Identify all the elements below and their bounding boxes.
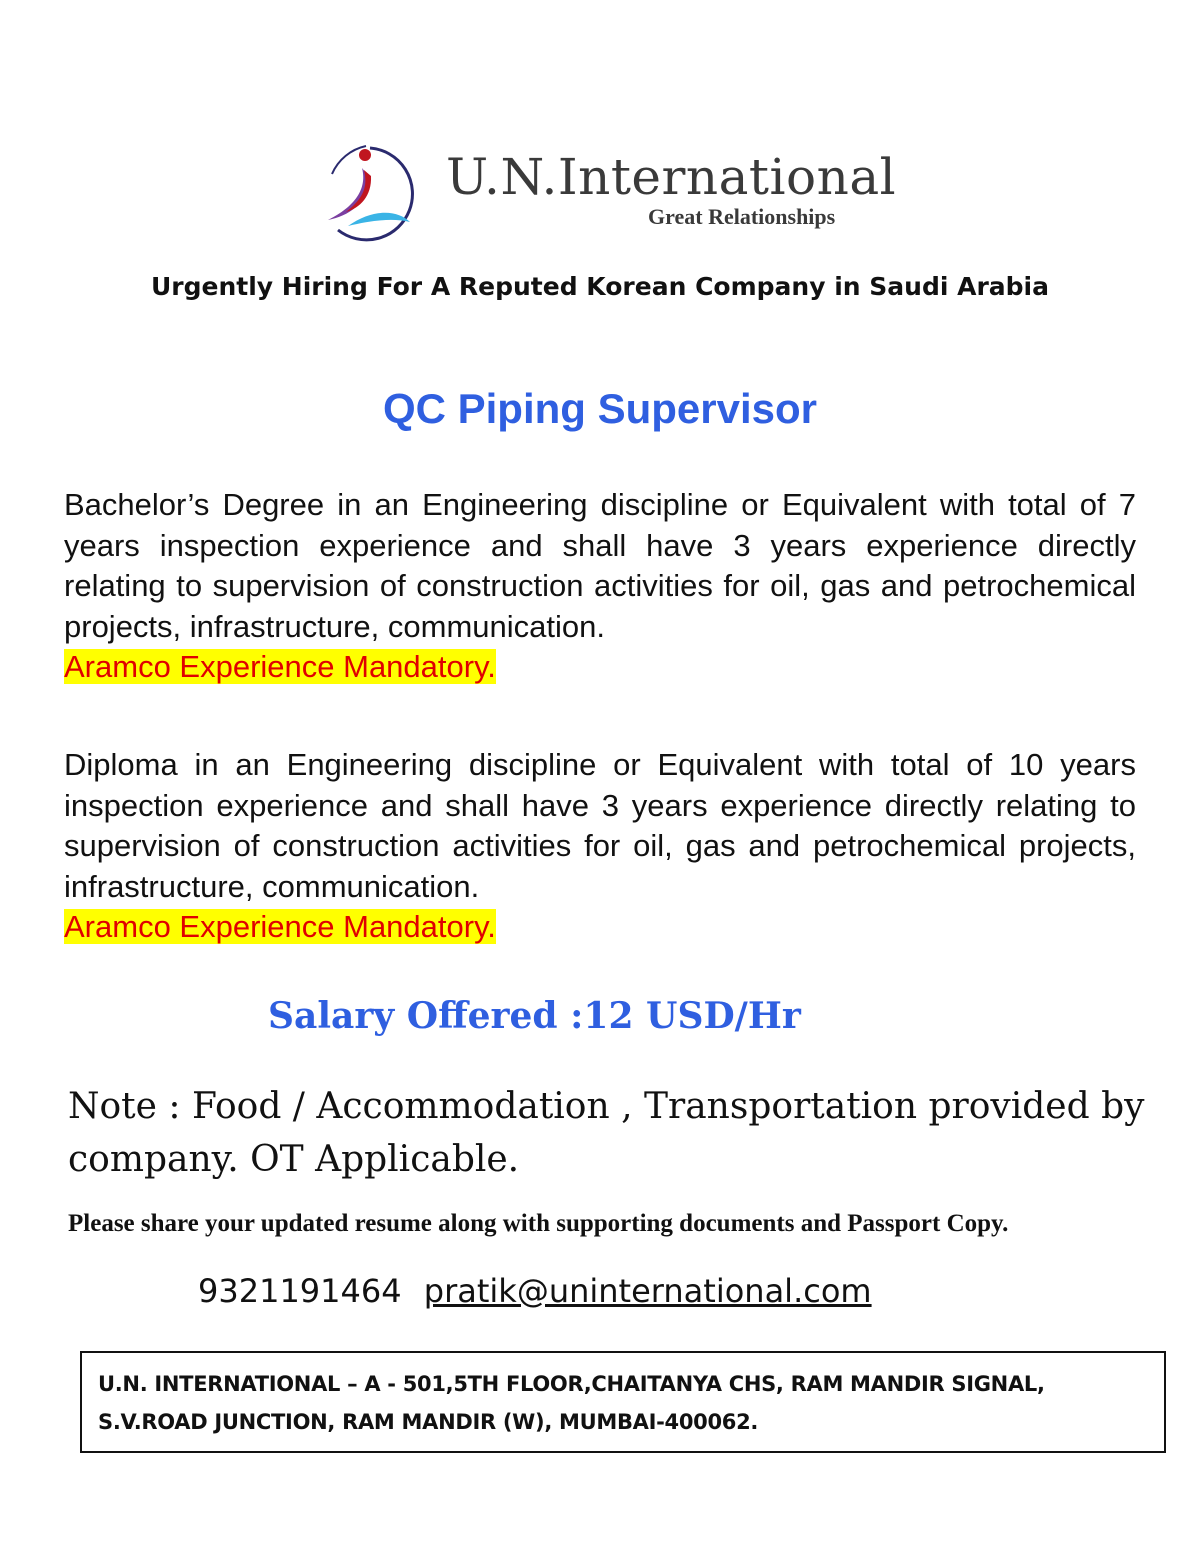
requirement-paragraph xyxy=(64,485,1136,688)
job-title: QC Piping Supervisor xyxy=(382,385,818,432)
address-line-2: S.V.ROAD JUNCTION, RAM MANDIR (W), MUMBAI-400062. xyxy=(98,1410,759,1434)
contact-email-link[interactable]: pratik@uninternational.com xyxy=(423,1272,872,1310)
brand-name: U.N.International xyxy=(446,148,897,206)
requirement-text: Diploma in an Engineering discipline or Equivalent with total of 10 years inspection experience and shall have 3 years experience directly relating to supervision of construction activities for oil, gas and petrochemical projects, infrastructure, communication. xyxy=(64,747,1136,904)
requirement-text: Bachelor’s Degree in an Engineering discipline or Equivalent with total of 7 years inspection experience and shall have 3 years experience directly relating to supervision of construction activities for oil, gas and petrochemical projects, infrastructure, communication. xyxy=(64,487,1136,644)
address-line-1: U.N. INTERNATIONAL – A - 501,5TH FLOOR,CHAITANYA CHS, RAM MANDIR SIGNAL, xyxy=(98,1372,1045,1396)
benefits-note: Note : Food / Accommodation , Transportation provided by company. OT Applicable. xyxy=(68,1086,1145,1180)
address-box xyxy=(80,1351,1166,1453)
requirement-paragraph xyxy=(64,745,1136,948)
company-logo xyxy=(318,138,898,248)
contact-phone: 9321191464 xyxy=(198,1272,402,1310)
logo-emblem-icon xyxy=(318,138,428,248)
salary-offered: Salary Offered :12 USD/Hr xyxy=(268,995,801,1037)
share-instruction: Please share your updated resume along with supporting documents and Passport Copy. xyxy=(68,1210,1009,1237)
brand-tagline: Great Relationships xyxy=(648,204,836,229)
requirement-highlight: Aramco Experience Mandatory. xyxy=(64,649,496,684)
contact-line xyxy=(198,1272,872,1310)
hiring-headline: Urgently Hiring For A Reputed Korean Company in Saudi Arabia xyxy=(150,272,1049,301)
requirement-highlight: Aramco Experience Mandatory. xyxy=(64,909,496,944)
